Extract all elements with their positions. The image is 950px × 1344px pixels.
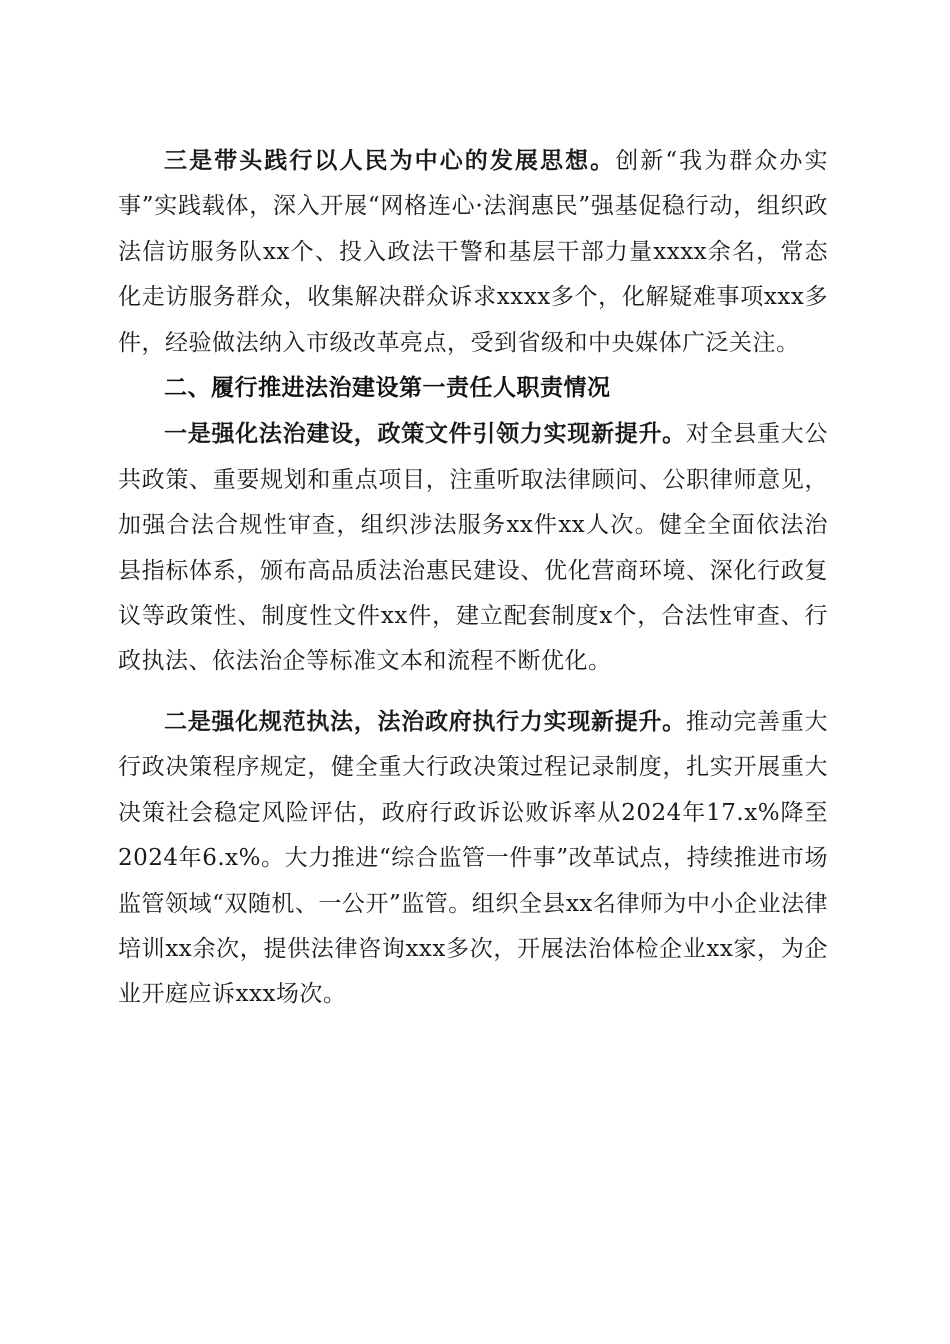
document-body [118,138,828,1018]
paragraph-text: 推动完善重大行政决策程序规定，健全重大行政决策过程记录制度，扎实开展重大决策社会稳定风险评估，政府行政诉讼败诉率从2024年17.x%降至2024年6.x%。大力推进“综合监管一件事”改革试点，持续推进市场监管领域“双随机、一公开”监管。组织全县xx名律师为中小企业法律培训xx余次，提供法律咨询xxx多次，开展法治体检企业xx家，为企业开庭应诉xxx场次。 [118,708,829,1008]
section-heading: 二、履行推进法治建设第一责任人职责情况 [164,375,611,402]
paragraph-people-centered [118,138,828,366]
paragraph-text: 创新“我为群众办实事”实践载体，深入开展“网格连心·法润惠民”强基促稳行动，组织政法信访服务队xx个、投入政法干警和基层干部力量xxxx余名，常态化走访服务群众，收集解决群众诉求xxxx多个，化解疑难事项xxx多件，经验做法纳入市级改革亮点，受到省级和中央媒体广泛关注。 [118,148,828,356]
paragraph-law-enforcement [118,699,828,1018]
paragraph-lead: 一是强化法治建设，政策文件引领力实现新提升。 [164,420,686,448]
paragraph-lead: 二是强化规范执法，法治政府执行力实现新提升。 [164,707,686,735]
paragraph-lead: 三是带头践行以人民为中心的发展思想。 [164,147,616,174]
paragraph-rule-of-law-construction [118,411,828,684]
paragraph-text: 对全县重大公共政策、重要规划和重点项目，注重听取法律顾问、公职律师意见，加强合法合规性审查，组织涉法服务xx件xx人次。健全全面依法治县指标体系，颁布高品质法治惠民建设、优化营商环境、深化行政复议等政策性、制度性文件xx件，建立配套制度x个，合法性审查、行政执法、依法治企等标准文本和流程不断优化。 [118,421,829,675]
